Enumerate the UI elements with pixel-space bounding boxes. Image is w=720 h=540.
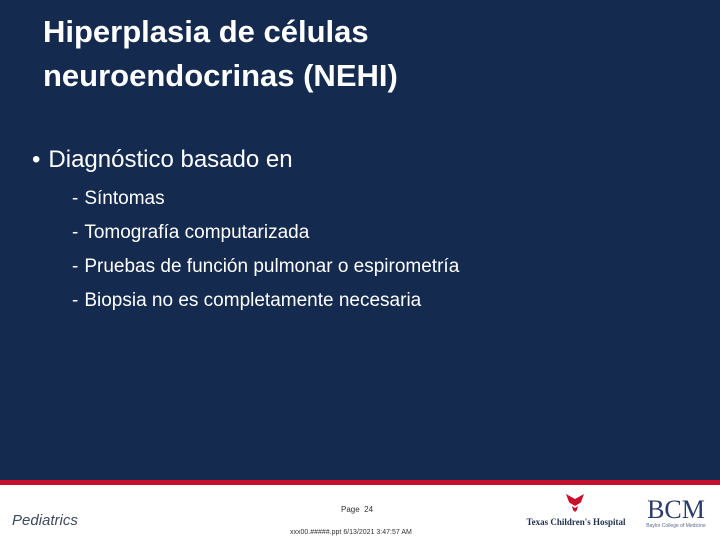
footer-divider — [0, 480, 720, 485]
sub-bullet-text: Tomografía computarizada — [84, 222, 310, 243]
baylor-college-of-medicine-logo — [640, 492, 712, 532]
slide-title-line-2: neuroendocrinas (NEHI) — [43, 58, 398, 93]
dash-icon: - — [72, 188, 79, 209]
main-bullet-text: Diagnóstico basado en — [48, 146, 293, 173]
sub-bullet-list — [72, 182, 459, 318]
dash-icon: - — [72, 256, 79, 277]
tch-logo-text: Texas Children's Hospital — [526, 517, 626, 527]
bcm-logo-text: BCM — [647, 495, 705, 524]
main-bullet — [32, 145, 293, 175]
page-number — [341, 505, 373, 514]
tch-star-icon — [566, 494, 584, 512]
dash-icon: - — [72, 290, 79, 311]
sub-bullet-item — [72, 182, 459, 216]
slide-title — [43, 10, 603, 98]
texas-childrens-hospital-logo — [520, 490, 632, 530]
footer-department: Pediatrics — [12, 512, 78, 529]
bcm-logo-subtext: Baylor College of Medicine — [646, 523, 706, 529]
bullet-dot-icon: • — [32, 146, 41, 173]
sub-bullet-item — [72, 284, 459, 318]
sub-bullet-item — [72, 216, 459, 250]
sub-bullet-item — [72, 250, 459, 284]
sub-bullet-text: Biopsia no es completamente necesaria — [84, 290, 422, 311]
page-number-value: 24 — [364, 505, 374, 514]
slide-title-line-1: Hiperplasia de células — [43, 14, 369, 49]
dash-icon: - — [72, 222, 79, 243]
page-label: Page — [341, 505, 360, 514]
sub-bullet-text: Síntomas — [84, 188, 165, 209]
sub-bullet-text: Pruebas de función pulmonar o espirometría — [84, 256, 460, 277]
footer-file-info: xxx00.#####.ppt 6/13/2021 3:47:57 AM — [290, 529, 412, 536]
